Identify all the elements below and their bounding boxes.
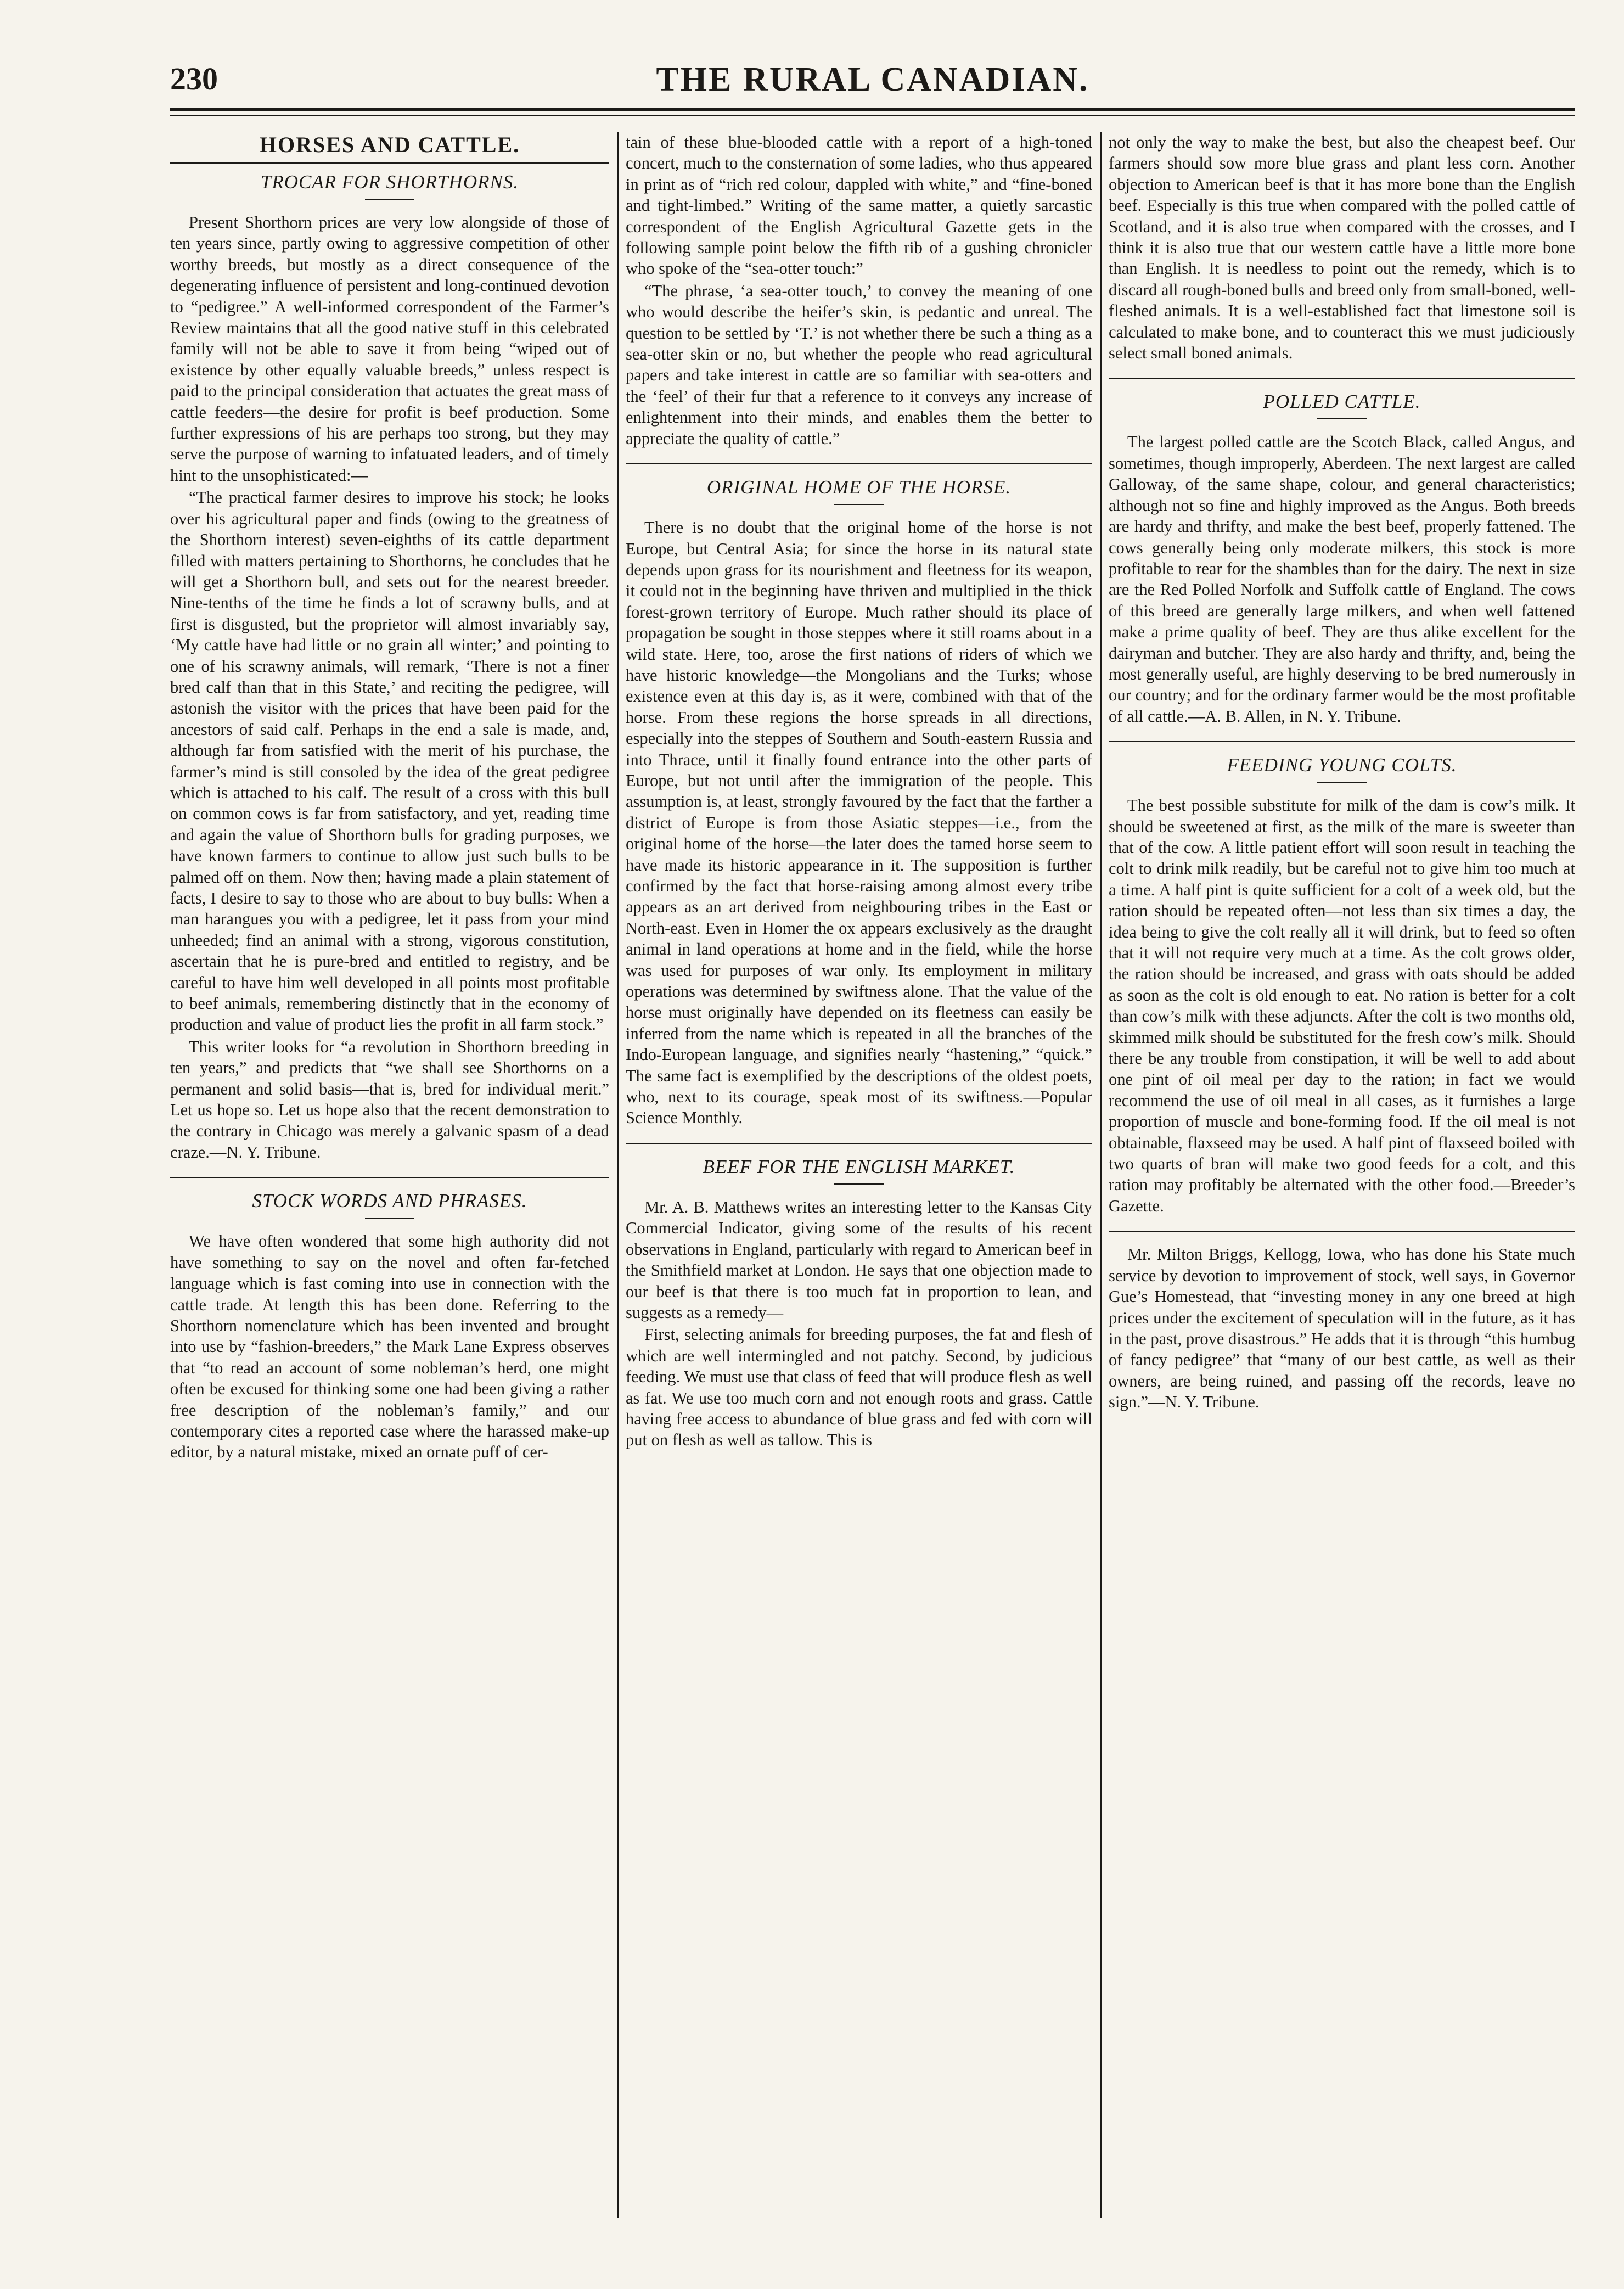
- article-horse: [626, 476, 1092, 1129]
- newspaper-title: THE RURAL CANADIAN.: [656, 61, 1089, 98]
- article-paragraph: Mr. A. B. Matthews writes an interesting letter to the Kansas City Commercial Indicator, giving some of the results of his recent observations in England, particularly with regard to American beef in the Smithfield market at London. He says that one objection made to our beef is that there is too much fat in proportion to lean, and suggests as a remedy—: [626, 1197, 1092, 1322]
- article-paragraph-continued: tain of these blue-blooded cattle with a report of a high-toned concert, much to the consternation of some ladies, who thus appeared in print as of “rich red colour, dappled with white,” and “fine-boned and tight-limbed.” Writing of the same matter, a quietly sarcastic correspondent of the English Agricultural Gazette gets in the following sample point below the fifth rib of a gushing chronicler who spoke of the “sea-otter touch:”: [626, 133, 1092, 278]
- article-heading: FEEDING YOUNG COLTS.: [1227, 754, 1457, 776]
- column-3: [1109, 132, 1575, 2229]
- article-colts: [1109, 754, 1575, 1216]
- column-2: [626, 132, 1092, 2229]
- column-divider: [1100, 132, 1102, 2218]
- column-divider: [617, 132, 619, 2218]
- article-heading: TROCAR FOR SHORTHORNS.: [260, 171, 519, 193]
- department-rule: [170, 162, 609, 164]
- heading-dash: [1317, 782, 1367, 783]
- heading-dash: [834, 504, 884, 505]
- article-paragraph: Mr. Milton Briggs, Kellogg, Iowa, who has done his State much service by devotion to improvement of stock, well says, in Governor Gue’s Homestead, that “investing money in any one breed at high prices under the excitement of speculation will in the future, as it has in the past, prove disastrous.” He adds that it is through “this humbug of fancy pedigree” that “many of our best cattle, as well as their owners, are being ruined, and passing off the records, leave no sign.”—N. Y. Tribune.: [1109, 1245, 1575, 1412]
- page-number: 230: [170, 61, 218, 97]
- article-heading: ORIGINAL HOME OF THE HORSE.: [706, 476, 1012, 498]
- article-paragraph: This writer looks for “a revolution in Shorthorn breeding in ten years,” and predicts that “we shall see Shorthorns on a permanent and solid basis—that is, bred for individual merit.” Let us hope so. Let us hope also that the recent demonstration to the contrary in Chicago was merely a galvanic spasm of a dead craze.—N. Y. Tribune.: [170, 1037, 609, 1162]
- article-paragraph: There is no doubt that the original home of the horse is not Europe, but Central Asia; for since the horse in its natural state depends upon grass for its nourishment and fleetness for its weapon, it could not in the beginning have thriven and multiplied in the thick forest-grown territory of Europe. Much rather should its place of propagation be sought in those steppes where it still roams about in a wild state. Here, too, arose the first nations of riders of which we have historic knowledge—the Mongolians and the Turks; whose existence even at this day is, as it were, combined with that of the horse. From these regions the horse spreads in all directions, especially into the steppes of Southern and South-eastern Russia and into Thrace, until it finally found entrance into the other parts of Europe, but not until after the immigration of the people. This assumption is, at least, strongly favoured by the fact that the farther a district of Europe is from those Asiatic steppes—i.e., from the original home of the horse—the later does the tamed horse seem to have made its historic appearance in it. The supposition is further confirmed by the fact that horse-raising among almost every tribe appears as an art derived from neighbouring tribes in the East or North-east. Even in Homer the ox appears exclusively as the draught animal in land operations at home and in the field, while the horse was used for purposes of war only. Its employment in military operations was determined by swiftness alone. That the value of the horse must originally have depended on its fleetness can easily be inferred from the name which is repeated in all the branches of the Indo-European language, and signifies nearly “hastening,” “quick.” The same fact is exemplified by the descriptions of the oldest poets, who, next to its courage, speak most of its swiftness.—Popular Science Monthly.: [626, 518, 1092, 1127]
- article-separator: [626, 1143, 1092, 1144]
- column-1: [170, 132, 609, 2229]
- article-heading: POLLED CATTLE.: [1263, 391, 1421, 413]
- article-separator: [626, 463, 1092, 464]
- article-paragraph: We have often wondered that some high authority did not have something to say on the novel and often far-fetched language which is fast coming into use in connection with the cattle trade. At length this has been done. Referring to the Shorthorn nomenclature which has been invented and brought into use by “fashion-breeders,” the Mark Lane Express observes that “to read an account of some nobleman’s herd, one might often be excused for thinking some one had been giving a rather free description of the nobleman’s family,” and our contemporary cites a reported case where the harassed make-up editor, by a natural mistake, mixed an ornate puff of cer-: [170, 1232, 609, 1462]
- article-polled: [1109, 391, 1575, 727]
- heading-dash: [365, 1218, 414, 1219]
- department-heading: HORSES AND CATTLE.: [259, 132, 520, 157]
- article-separator: [1109, 741, 1575, 742]
- article-separator: [170, 1177, 609, 1178]
- heading-dash: [365, 199, 414, 200]
- article-paragraph-continued: not only the way to make the best, but also the cheapest beef. Our farmers should sow more blue grass and plant less corn. Another objection to American beef is that it has more bone than the English beef. Especially is this true when compared with the polled cattle of Scotland, and it is also true when compared with the crosses, and I think it is also true that our western cattle have a little more bone than English. It is needless to point out the remedy, which is to discard all rough-boned bulls and breed only from small-boned, well-fleshed animals. It is a well-established fact that limestone soil is calculated to make bone, and to counteract this we must judiciously select small boned animals.: [1109, 133, 1575, 363]
- header-rule-thin: [170, 115, 1575, 116]
- article-trocar: [170, 171, 609, 1163]
- article-paragraph: First, selecting animals for breeding purposes, the fat and flesh of which are well intermingled and not patchy. Second, by judicious feeding. We must use that class of feed that will produce flesh as well as fat. We use too much corn and not enough roots and grass. Cattle having free access to abundance of blue grass and fed with corn will put on flesh as well as tallow. This is: [626, 1325, 1092, 1450]
- heading-dash: [834, 1183, 884, 1185]
- heading-dash: [1317, 418, 1367, 419]
- article-paragraph: “The practical farmer desires to improve his stock; he looks over his agricultural paper and finds (owing to the greatness of the Shorthorn interest) seven-eighths of its cattle department filled with matters pertaining to Shorthorns, he concludes that he will get a Shorthorn bull, and sets out for the nearest breeder. Nine-tenths of the time he finds a lot of scrawny bulls, and at first is disgusted, but the proprietor will almost invariably say, ‘My cattle have had little or no grain all winter;’ and pointing to one of his scrawny animals, will remark, ‘There is not a finer bred calf than that in this State,’ and reciting the pedigree, will astonish the visitor with the prices that have been paid for the ancestors of said calf. Perhaps in the end a sale is made, and, although far from satisfied with the merit of his purchase, the farmer’s mind is still consoled by the idea of the great pedigree which is attached to his calf. The result of a cross with this bull on common cows is far from satisfactory, and yet, reading time and again the value of Shorthorn bulls for grading purposes, we have known farmers to continue to allow just such bulls to be palmed off on them. Now then; having made a plain statement of facts, I desire to say to those who are about to buy bulls: When a man harangues you with a pedigree, let it pass from your mind unheeded; find an animal with a strong, vigorous constitution, ascertain that he is pure-bred and entitled to registry, and be careful to have him well developed in all points most profitable to beef animals, remembering distinctly that in the economy of production and value of product lies the profit in all farm stock.”: [170, 488, 609, 1034]
- header-rule-thick: [170, 108, 1575, 111]
- article-stock-words: [170, 1190, 609, 1462]
- article-heading: BEEF FOR THE ENGLISH MARKET.: [703, 1155, 1015, 1177]
- article-paragraph: The best possible substitute for milk of the dam is cow’s milk. It should be sweetened at first, as the milk of the mare is sweeter than that of the cow. A little patient effort will soon result in teaching the colt to drink milk readily, but be careful not to give him too much at a time. A half pint is quite sufficient for a colt of a week old, but the ration should be repeated often—not less than six times a day, the idea being to give the colt really all it will drink, but to feed so often that it will not require very much at a time. As the colt grows older, the ration should be increased, and grass with oats should be added as soon as the colt is old enough to eat. No ration is better for a colt than cow’s milk with these adjuncts. After the colt is two months old, skimmed milk should be substituted for the fresh cow’s milk. Should there be any trouble from constipation, it will be well to add about one pint of oil meal per day to the ration; in fact we would recommend the use of oil meal in all cases, as it furnishes a large proportion of muscle and bone-forming food. If the oil meal is not obtainable, flaxseed may be used. A half pint of flaxseed boiled with two quarts of bran will make two good feeds for a colt, and this ration may profitably be alternated with the other food.—Breeder’s Gazette.: [1109, 796, 1575, 1215]
- article-separator: [1109, 378, 1575, 379]
- article-beef: [626, 1156, 1092, 1451]
- article-briggs: [1109, 1244, 1575, 1412]
- article-paragraph: Present Shorthorn prices are very low alongside of those of ten years since, partly owing to aggressive competition of other worthy breeds, but mostly as a direct consequence of the degenerating influence of persistent and long-continued devotion to “pedigree.” A well-informed correspondent of the Farmer’s Review maintains that all the good native stuff in this celebrated family will not be able to save it from being “wiped out of existence by other equally valuable breeds,” unless respect is paid to the principal consideration that actuates the great mass of cattle feeders—the desire for profit is beef production. Some further expressions of his are perhaps too strong, but they may serve the purpose of warning to infatuated leaders, and of timely hint to the unsophisticated:—: [170, 213, 609, 485]
- page-header: [170, 60, 1575, 104]
- article-paragraph: The largest polled cattle are the Scotch Black, called Angus, and sometimes, though improperly, Aberdeen. The next largest are called Galloway, of the same shape, colour, and general characteristics; although not so fine and highly improved as the Angus. Both breeds are hardy and thrifty, and make the best beef, properly fattened. The cows generally being only moderate milkers, this stock is more profitable to rear for the shambles than for the dairy. The next in size are the Red Polled Norfolk and Suffolk cattle of England. The cows of this breed are generally large milkers, and when well fattened make a prime quality of beef. They are thus alike excellent for the dairyman and butcher. They are also hardy and thrifty, and, being the most generally useful, are highly deserving to be bred numerously in our country; and for the ordinary farmer would be the most profitable of all cattle.—A. B. Allen, in N. Y. Tribune.: [1109, 433, 1575, 726]
- article-paragraph: “The phrase, ‘a sea-otter touch,’ to convey the meaning of one who would describe the heifer’s skin, is pedantic and unreal. The question to be settled by ‘T.’ is not whether there be such a thing as a sea-otter skin or no, but whether the people who read agricultural papers and take interest in cattle are so familiar with sea-otters and the ‘feel’ of their fur that a reference to it conveys any increase of enlightenment into their minds, and enables them the better to appreciate the quality of cattle.”: [626, 281, 1092, 448]
- article-separator: [1109, 1231, 1575, 1232]
- article-heading: STOCK WORDS AND PHRASES.: [252, 1190, 527, 1212]
